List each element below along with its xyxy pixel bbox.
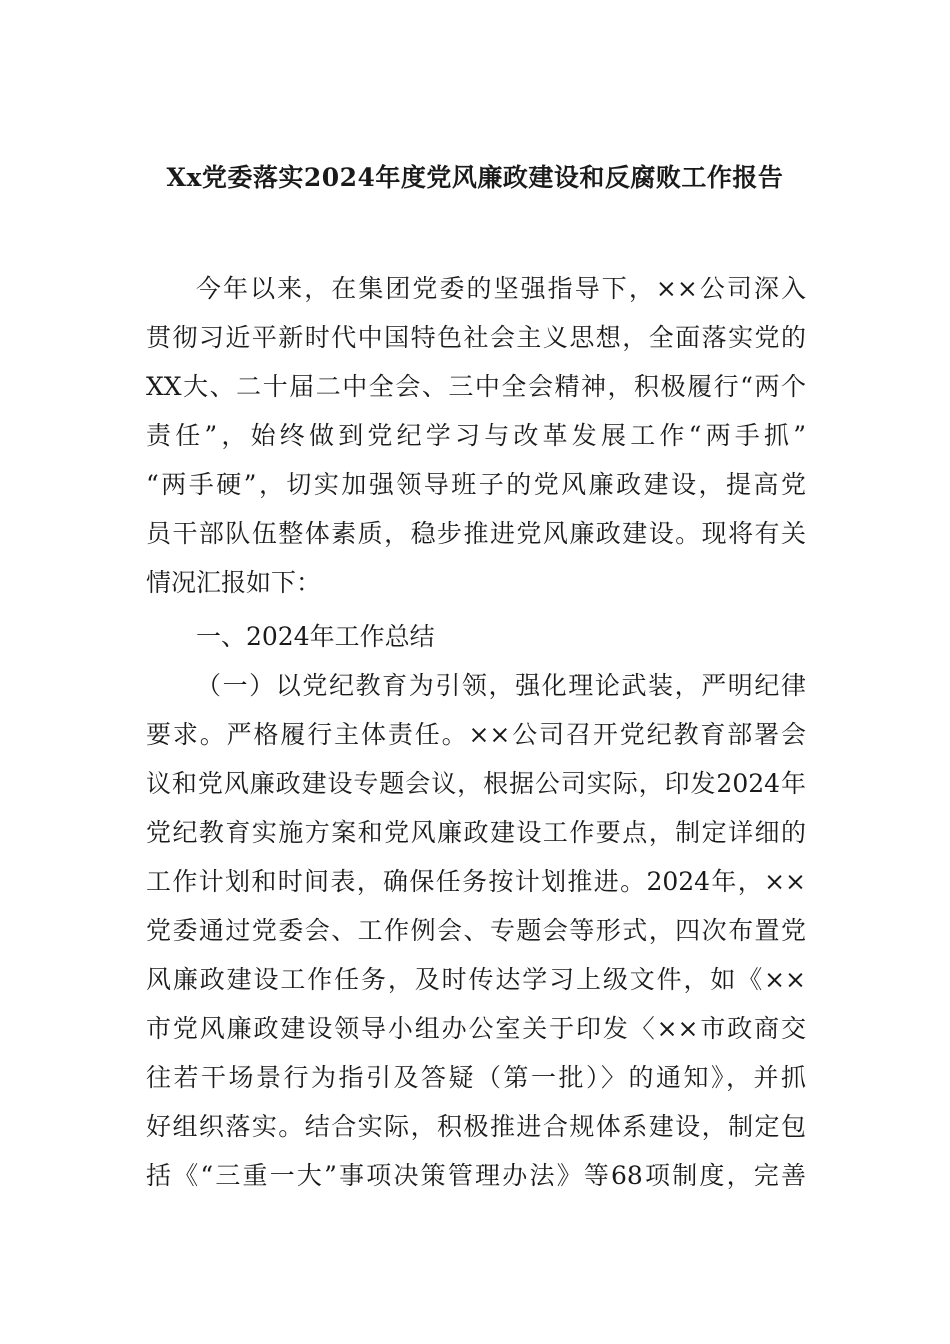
- paragraph-line: 风廉政建设工作任务，及时传达学习上级文件，如《××: [146, 965, 806, 994]
- paragraph-line: 要求。严格履行主体责任。××公司召开党纪教育部署会: [146, 720, 806, 749]
- paragraph-line: 议和党风廉政建设专题会议，根据公司实际，印发2024年: [146, 769, 806, 798]
- paragraph-line: 党纪教育实施方案和党风廉政建设工作要点，制定详细的: [146, 818, 806, 847]
- paragraph-line: 责任”，始终做到党纪学习与改革发展工作“两手抓”: [146, 421, 806, 450]
- paragraph-line: 情况汇报如下：: [146, 568, 322, 597]
- paragraph-line: 党委通过党委会、工作例会、专题会等形式，四次布置党: [146, 916, 806, 945]
- document-title: Xx党委落实2024年度党风廉政建设和反腐败工作报告: [166, 163, 784, 192]
- paragraph-line: 往若干场景行为指引及答疑（第一批）〉的通知》，并抓: [146, 1063, 806, 1092]
- paragraph-line: 员干部队伍整体素质，稳步推进党风廉政建设。现将有关: [146, 519, 806, 548]
- paragraph-line: 好组织落实。结合实际，积极推进合规体系建设，制定包: [146, 1112, 806, 1141]
- paragraph-line: 今年以来，在集团党委的坚强指导下，××公司深入: [196, 274, 806, 303]
- paragraph-line: 市党风廉政建设领导小组办公室关于印发〈××市政商交: [146, 1014, 806, 1043]
- paragraph-line: XX大、二十届二中全会、三中全会精神，积极履行“两个: [146, 372, 806, 401]
- paragraph-line: 括《“三重一大”事项决策管理办法》等68项制度，完善: [146, 1161, 806, 1190]
- paragraph-line: 工作计划和时间表，确保任务按计划推进。2024年，××: [146, 867, 806, 896]
- paragraph-line: 贯彻习近平新时代中国特色社会主义思想，全面落实党的: [146, 323, 806, 352]
- section-heading: 一、2024年工作总结: [196, 622, 435, 651]
- paragraph-line: “两手硬”，切实加强领导班子的党风廉政建设，提高党: [146, 470, 806, 499]
- paragraph-line: （一）以党纪教育为引领，强化理论武装，严明纪律: [196, 671, 806, 700]
